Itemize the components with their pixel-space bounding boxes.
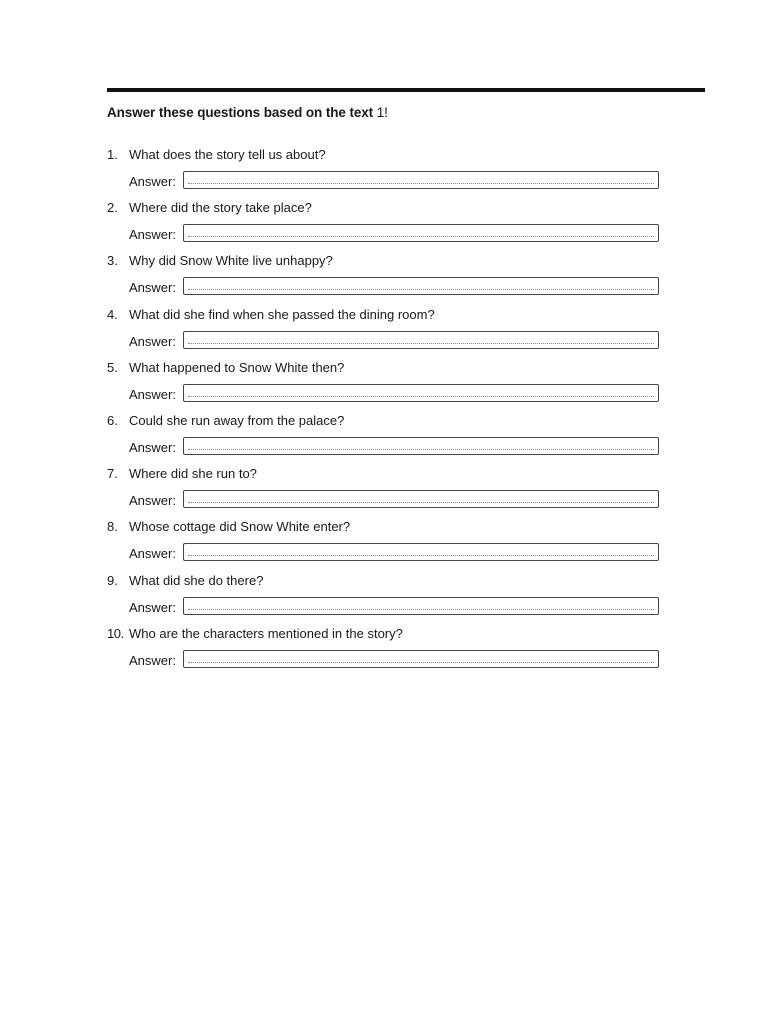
answer-field-5[interactable] xyxy=(183,384,659,402)
question-prompt: Where did the story take place? xyxy=(129,200,312,216)
question-number: 10. xyxy=(107,625,124,641)
question-text xyxy=(107,305,435,325)
answer-row xyxy=(129,490,665,512)
question-number: 7. xyxy=(107,466,118,482)
question-number: 2. xyxy=(107,200,118,216)
answer-field-8[interactable] xyxy=(183,543,659,561)
question-text xyxy=(107,571,263,591)
question-prompt: What happened to Snow White then? xyxy=(129,359,345,375)
question-prompt: Could she run away from the palace? xyxy=(129,412,345,428)
question-number: 5. xyxy=(107,359,118,375)
question-item xyxy=(107,517,667,570)
question-item xyxy=(107,411,667,464)
question-text xyxy=(107,624,403,644)
answer-field-7[interactable] xyxy=(183,490,659,508)
answer-label: Answer: xyxy=(129,652,176,668)
answer-row xyxy=(129,277,665,299)
answer-field-10[interactable] xyxy=(183,650,659,668)
answer-field-4[interactable] xyxy=(183,331,659,349)
answer-field-3[interactable] xyxy=(183,277,659,295)
answer-row xyxy=(129,384,665,406)
answer-label: Answer: xyxy=(129,546,176,562)
answer-label: Answer: xyxy=(129,439,176,455)
question-text xyxy=(107,411,344,431)
question-prompt: Why did Snow White live unhappy? xyxy=(129,253,333,269)
worksheet-heading xyxy=(107,105,388,120)
answer-field-9[interactable] xyxy=(183,597,659,615)
answer-row xyxy=(129,437,665,459)
question-text xyxy=(107,251,333,271)
question-text xyxy=(107,464,257,484)
question-item xyxy=(107,358,667,411)
question-prompt: Who are the characters mentioned in the story? xyxy=(129,625,403,641)
question-list xyxy=(107,145,667,677)
question-prompt: What did she find when she passed the dining room? xyxy=(129,306,435,322)
answer-row xyxy=(129,224,665,246)
top-divider xyxy=(107,88,705,92)
answer-label: Answer: xyxy=(129,280,176,296)
answer-row xyxy=(129,331,665,353)
answer-row xyxy=(129,650,665,672)
answer-label: Answer: xyxy=(129,227,176,243)
answer-label: Answer: xyxy=(129,386,176,402)
answer-label: Answer: xyxy=(129,599,176,615)
question-number: 9. xyxy=(107,572,118,588)
answer-field-1[interactable] xyxy=(183,171,659,189)
answer-field-2[interactable] xyxy=(183,224,659,242)
answer-label: Answer: xyxy=(129,333,176,349)
question-text xyxy=(107,517,350,537)
answer-field-6[interactable] xyxy=(183,437,659,455)
question-number: 4. xyxy=(107,306,118,322)
question-item xyxy=(107,198,667,251)
question-text xyxy=(107,358,344,378)
question-prompt: Where did she run to? xyxy=(129,466,257,482)
heading-number: 1! xyxy=(376,105,388,120)
question-number: 1. xyxy=(107,147,118,162)
question-number: 3. xyxy=(107,253,118,269)
question-item xyxy=(107,251,667,304)
answer-label: Answer: xyxy=(129,174,176,189)
question-number: 8. xyxy=(107,519,118,535)
question-text xyxy=(107,145,326,165)
question-prompt: Whose cottage did Snow White enter? xyxy=(129,519,351,535)
heading-text: Answer these questions based on the text xyxy=(107,105,374,120)
question-item xyxy=(107,624,667,677)
question-item xyxy=(107,305,667,358)
question-item xyxy=(107,145,667,198)
question-item xyxy=(107,464,667,517)
question-prompt: What does the story tell us about? xyxy=(129,147,326,162)
answer-label: Answer: xyxy=(129,493,176,509)
question-prompt: What did she do there? xyxy=(129,572,264,588)
question-item xyxy=(107,571,667,624)
answer-row xyxy=(129,597,665,619)
question-number: 6. xyxy=(107,412,118,428)
answer-row xyxy=(129,543,665,565)
question-text xyxy=(107,198,312,218)
answer-row xyxy=(129,171,665,193)
